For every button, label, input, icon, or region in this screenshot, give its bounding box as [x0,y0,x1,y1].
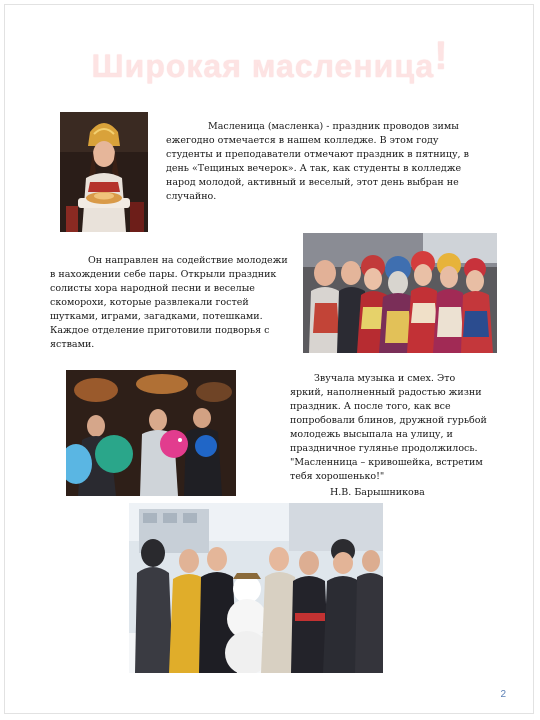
page-title [0,34,540,87]
page-number: 2 [500,689,506,700]
paragraph-celebration: Звучала музыка и смех. Это яркий, наполненный радостью жизни праздник. А после того, как все попробовали блинов, дружной гурьбой молодежь высыпала на улицу, и праздничное гулянье продолжилось. "Масленница – кривошейка, встретим тебя хорошенько!" [290,373,487,482]
author-signature: Н.В. Барышникова [330,487,425,498]
paragraph-purpose: Он направлен на содействие молодежи в нахождении себе пары. Открыли праздник солисты хора народной песни и веселые скоморохи, которые развлекали гостей шутками, играми, загадками, потешками. Каждое отделение приготовили подворья с яствами. [50,255,288,350]
page-title-text: Широкая масленица [91,48,435,84]
text-purpose [50,254,296,352]
photo-outdoor-group-snowman [129,503,383,673]
photo-group-costumes [303,233,497,353]
text-celebration [290,372,490,484]
photo-girl-folk-costume [60,112,148,232]
page-title-exclamation: ! [434,34,449,78]
paragraph-intro: Масленица (масленка) - праздник проводов зимы ежегодно отмечается в нашем колледже. В этом году студенты и преподаватели отмечают праздник в пятницу, в день «Тещиных вечерок». А так, как студенты в колледже народ молодой, активный и веселый, этот день выбран не случайно. [166,121,469,202]
photo-students-balloons [66,370,236,496]
text-intro [166,120,486,204]
